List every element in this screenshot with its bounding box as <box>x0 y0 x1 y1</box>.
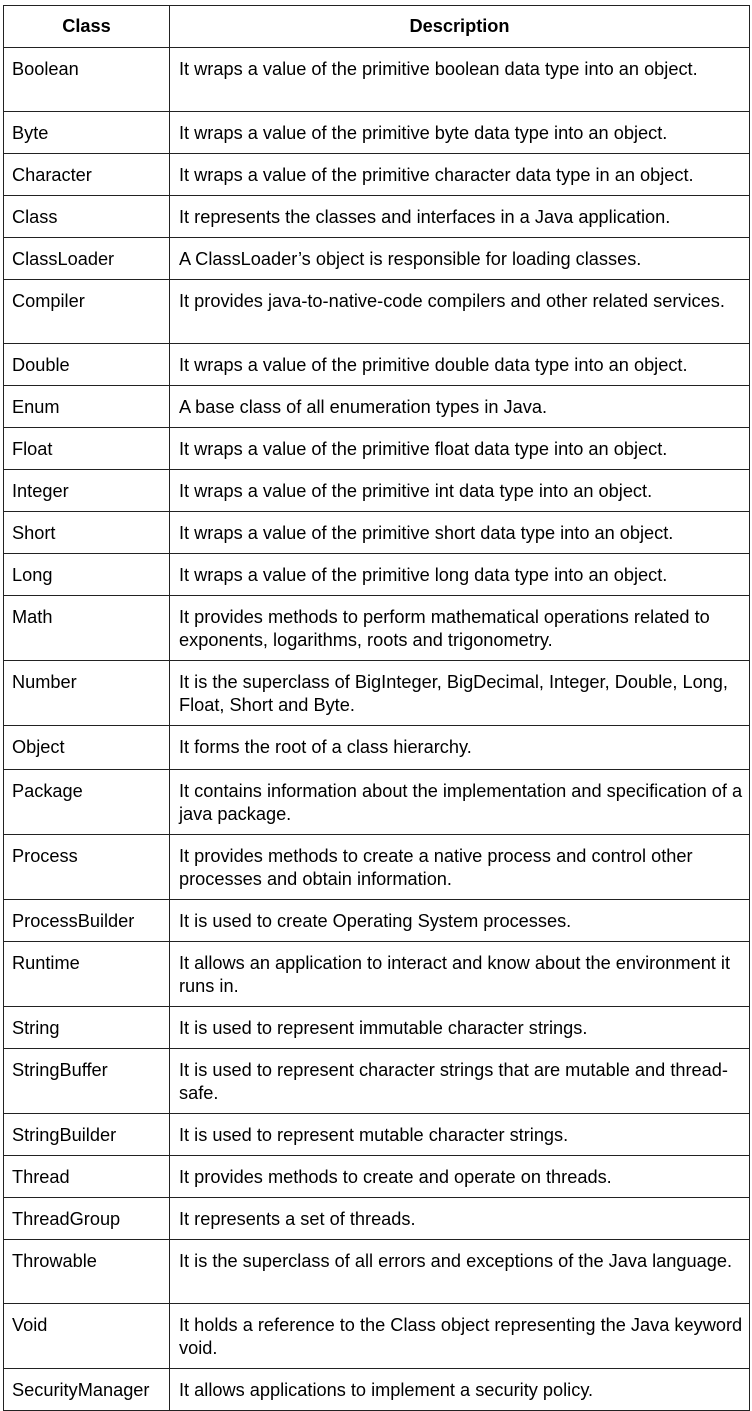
table-row <box>4 512 750 554</box>
description-cell: A base class of all enumeration types in Java. <box>170 386 750 428</box>
class-name-cell: Compiler <box>4 280 170 344</box>
description-cell: It wraps a value of the primitive short data type into an object. <box>170 512 750 554</box>
table-row <box>4 554 750 596</box>
class-name-cell: Throwable <box>4 1240 170 1304</box>
class-name-cell: Float <box>4 428 170 470</box>
description-cell: It allows an application to interact and know about the environment it runs in. <box>170 942 750 1007</box>
table-row <box>4 1198 750 1240</box>
class-name-cell: Character <box>4 154 170 196</box>
class-name-cell: Thread <box>4 1156 170 1198</box>
table-row <box>4 726 750 770</box>
description-cell: It is used to create Operating System processes. <box>170 900 750 942</box>
description-cell: It wraps a value of the primitive character data type in an object. <box>170 154 750 196</box>
description-cell: It is used to represent immutable character strings. <box>170 1007 750 1049</box>
description-cell: It contains information about the implementation and specification of a java package. <box>170 770 750 835</box>
description-cell: It allows applications to implement a security policy. <box>170 1369 750 1411</box>
table-row <box>4 835 750 900</box>
class-name-cell: Number <box>4 661 170 726</box>
table-row <box>4 344 750 386</box>
table-row <box>4 661 750 726</box>
table-row <box>4 1049 750 1114</box>
class-name-cell: String <box>4 1007 170 1049</box>
class-column-header: Class <box>4 6 170 48</box>
table-row <box>4 1114 750 1156</box>
table-row <box>4 770 750 835</box>
table-row <box>4 470 750 512</box>
description-cell: It is used to represent character strings that are mutable and thread-safe. <box>170 1049 750 1114</box>
class-name-cell: Byte <box>4 112 170 154</box>
description-cell: It is the superclass of all errors and exceptions of the Java language. <box>170 1240 750 1304</box>
table-row <box>4 596 750 661</box>
description-cell: It wraps a value of the primitive int data type into an object. <box>170 470 750 512</box>
table-row <box>4 1304 750 1369</box>
table-row <box>4 1156 750 1198</box>
class-name-cell: Double <box>4 344 170 386</box>
description-cell: A ClassLoader’s object is responsible for loading classes. <box>170 238 750 280</box>
description-cell: It holds a reference to the Class object representing the Java keyword void. <box>170 1304 750 1369</box>
description-cell: It provides methods to perform mathematical operations related to exponents, logarithms, roots and trigonometry. <box>170 596 750 661</box>
java-lang-classes-table-container <box>3 5 749 1411</box>
description-cell: It is the superclass of BigInteger, BigDecimal, Integer, Double, Long, Float, Short and Byte. <box>170 661 750 726</box>
class-name-cell: Package <box>4 770 170 835</box>
class-name-cell: Process <box>4 835 170 900</box>
description-cell: It wraps a value of the primitive long data type into an object. <box>170 554 750 596</box>
description-cell: It wraps a value of the primitive double data type into an object. <box>170 344 750 386</box>
class-name-cell: Enum <box>4 386 170 428</box>
table-header-row <box>4 6 750 48</box>
table-row <box>4 942 750 1007</box>
table-row <box>4 386 750 428</box>
table-row <box>4 238 750 280</box>
description-cell: It represents a set of threads. <box>170 1198 750 1240</box>
class-name-cell: Math <box>4 596 170 661</box>
class-name-cell: Void <box>4 1304 170 1369</box>
description-cell: It wraps a value of the primitive byte data type into an object. <box>170 112 750 154</box>
description-cell: It provides methods to create and operate on threads. <box>170 1156 750 1198</box>
class-name-cell: Integer <box>4 470 170 512</box>
table-row <box>4 1007 750 1049</box>
java-lang-classes-table <box>3 5 750 1411</box>
table-row <box>4 900 750 942</box>
class-name-cell: StringBuffer <box>4 1049 170 1114</box>
table-row <box>4 154 750 196</box>
class-name-cell: Runtime <box>4 942 170 1007</box>
class-name-cell: Class <box>4 196 170 238</box>
description-cell: It forms the root of a class hierarchy. <box>170 726 750 770</box>
class-name-cell: ProcessBuilder <box>4 900 170 942</box>
class-name-cell: Object <box>4 726 170 770</box>
description-cell: It wraps a value of the primitive boolean data type into an object. <box>170 48 750 112</box>
class-name-cell: ClassLoader <box>4 238 170 280</box>
class-name-cell: StringBuilder <box>4 1114 170 1156</box>
description-column-header: Description <box>170 6 750 48</box>
class-name-cell: Short <box>4 512 170 554</box>
description-cell: It is used to represent mutable character strings. <box>170 1114 750 1156</box>
class-name-cell: Long <box>4 554 170 596</box>
table-row <box>4 280 750 344</box>
description-cell: It represents the classes and interfaces in a Java application. <box>170 196 750 238</box>
description-cell: It wraps a value of the primitive float data type into an object. <box>170 428 750 470</box>
table-row <box>4 48 750 112</box>
table-row <box>4 1369 750 1411</box>
table-row <box>4 196 750 238</box>
class-name-cell: SecurityManager <box>4 1369 170 1411</box>
description-cell: It provides methods to create a native process and control other processes and obtain information. <box>170 835 750 900</box>
table-row <box>4 428 750 470</box>
table-row <box>4 112 750 154</box>
description-cell: It provides java-to-native-code compilers and other related services. <box>170 280 750 344</box>
class-name-cell: ThreadGroup <box>4 1198 170 1240</box>
table-row <box>4 1240 750 1304</box>
class-name-cell: Boolean <box>4 48 170 112</box>
